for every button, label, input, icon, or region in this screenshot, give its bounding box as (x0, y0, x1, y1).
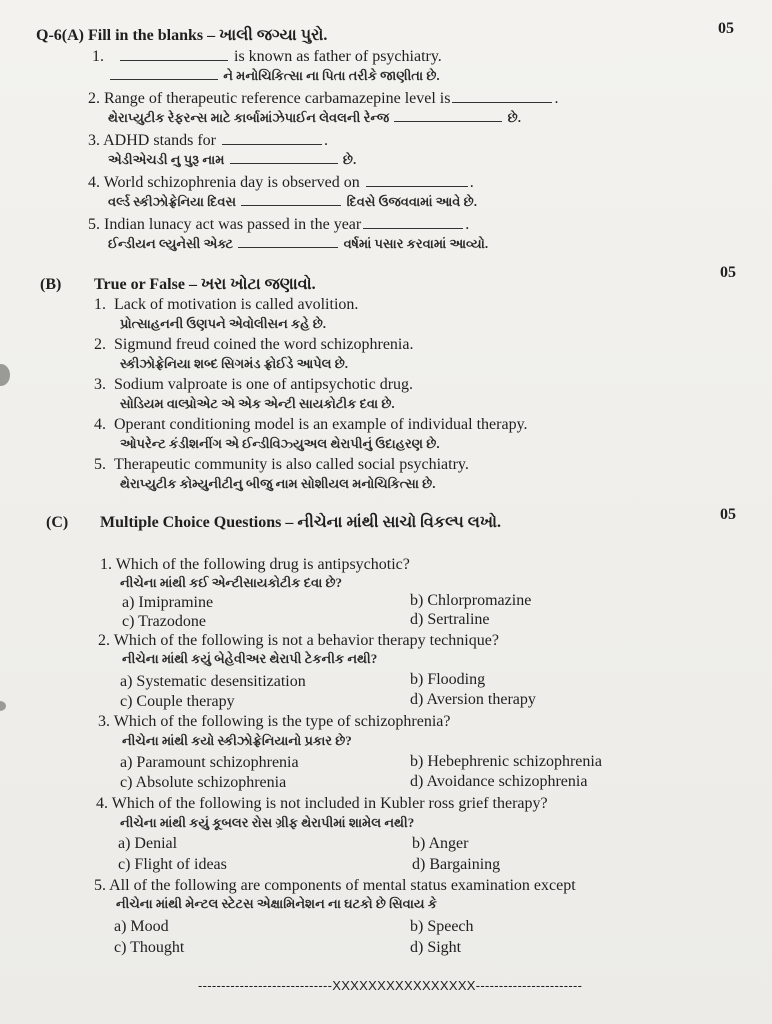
item-text-gu: થેરાપ્યુટીક રેફરન્સ માટે કાર્બામાંઝેપાઈન લેવલની રેન્જ (108, 110, 390, 125)
answer-blank (222, 144, 322, 145)
item-text-gu-end: છે. (342, 152, 357, 167)
mcq-5-option-b: b) Speech (410, 918, 474, 935)
item-number: 4. (94, 416, 106, 433)
fib-item-4 (88, 174, 474, 192)
item-text-gu-end: દિવસે ઉજવવામાં આવે છે. (346, 194, 477, 209)
item-text-gu-end: વર્ષમાં પસાર કરવામાં આવ્યો. (343, 236, 489, 251)
answer-blank (363, 228, 463, 229)
item-text: Sodium valproate is one of antipsychotic drug. (114, 376, 414, 393)
item-text-end: . (465, 216, 470, 233)
section-b-heading: True or False – ખરા ખોટા જણાવો. (94, 276, 316, 293)
mcq-1-option-a: a) Imipramine (122, 594, 214, 611)
item-text: Therapeutic community is also called social psychiatry. (114, 456, 469, 473)
answer-blank (238, 247, 338, 248)
item-text: Which of the following is not included in Kubler ross grief therapy? (111, 795, 548, 812)
fib-item-4-gu (108, 194, 477, 210)
mcq-5-option-c: c) Thought (114, 939, 185, 956)
item-text-gu-end: છે. (507, 110, 521, 125)
item-number: 4. (88, 174, 100, 191)
section-a-title (36, 27, 327, 45)
mcq-2-option-b: b) Flooding (410, 671, 486, 688)
mcq-1-option-c: c) Trazodone (122, 613, 206, 630)
mcq-2-option-d: d) Aversion therapy (410, 691, 536, 708)
tf-item-3-gu: સોડિયમ વાલ્પ્રોએટ એ એક એન્ટી સાયકોટીક દવા છે. (120, 396, 395, 411)
mcq-4-option-a: a) Denial (118, 835, 178, 852)
mcq-3-option-b: b) Hebephrenic schizophrenia (410, 753, 602, 770)
mcq-item-3-gu: નીચેના માંથી કયો સ્કીઝોફ્રેનિયાનો પ્રકાર છે? (122, 733, 352, 748)
item-text-end: . (554, 90, 559, 107)
tf-item-5-gu: થેરાપ્યુટીક કોમ્યુનીટીનુ બીજુ નામ સોશીયલ મનોચિકિત્સા છે. (120, 476, 436, 491)
section-b-label: (B) (40, 276, 62, 293)
mcq-item-5 (94, 877, 576, 895)
answer-blank (394, 121, 502, 122)
fib-item-1 (92, 48, 442, 66)
end-of-paper-divider: -----------------------------XXXXXXXXXXXXXXXX----------------------- (198, 978, 583, 993)
item-number: 5. (88, 216, 100, 233)
section-c-heading: Multiple Choice Questions – નીચેના માંથી સાચો વિકલ્પ લખો. (100, 514, 502, 531)
item-text: Which of the following is the type of schizophrenia? (113, 713, 451, 730)
item-number: 3. (94, 376, 106, 393)
item-text-end: . (469, 174, 474, 191)
mcq-3-option-c: c) Absolute schizophrenia (120, 774, 287, 791)
mcq-item-4-gu: નીચેના માંથી કયું કૂબલર રોસ ગ્રીફ થેરાપીમાં શામેલ નથી? (120, 815, 415, 830)
mcq-4-option-c: c) Flight of ideas (118, 856, 227, 873)
item-text: Which of the following is not a behavior therapy technique? (113, 632, 499, 649)
tf-item-1 (94, 296, 358, 314)
section-a-label: Q-6(A) (36, 27, 84, 44)
item-number: 2. (98, 632, 110, 649)
fib-item-2-gu (108, 110, 521, 126)
item-text-gu: વર્લ્ડ સ્કીઝોફ્રેનિયા દિવસ (108, 194, 237, 209)
item-number: 5. (94, 456, 106, 473)
item-text: ADHD stands for (103, 132, 216, 149)
item-text: All of the following are components of mental status examination except (109, 877, 576, 894)
item-text-gu: ને મનોચિકિત્સા ના પિતા તરીકે જાણીતા છે. (223, 68, 440, 83)
tf-item-2 (94, 336, 413, 354)
mcq-item-3 (98, 713, 451, 731)
answer-blank (120, 60, 228, 61)
item-number: 3. (98, 713, 110, 730)
fib-item-1-gu (108, 68, 440, 84)
answer-blank (230, 163, 338, 164)
item-text-gu: એડીએચડી નુ પુરૂ નામ (108, 152, 225, 167)
item-text-gu: ઈન્ડીયન લ્યુનેસી એક્ટ (108, 236, 234, 251)
tf-item-1-gu: પ્રોત્સાહનની ઉણપને એવોલીસન કહે છે. (120, 316, 326, 331)
item-number: 2. (88, 90, 100, 107)
mcq-2-option-c: c) Couple therapy (120, 693, 235, 710)
item-number: 4. (96, 795, 108, 812)
mcq-2-option-a: a) Systematic desensitization (120, 673, 306, 690)
item-text: World schizophrenia day is observed on (103, 174, 360, 191)
mcq-4-option-d: d) Bargaining (412, 856, 501, 873)
answer-blank (366, 186, 468, 187)
tf-item-4 (94, 416, 528, 434)
fib-item-2 (88, 90, 558, 108)
mcq-item-1-gu: નીચેના માંથી કઈ એન્ટીસાયકોટીક દવા છે? (120, 575, 343, 590)
item-number: 1. (94, 296, 106, 313)
mcq-item-1 (100, 556, 410, 574)
mcq-5-option-d: d) Sight (410, 939, 462, 956)
answer-blank (110, 79, 218, 80)
fib-item-5-gu (108, 236, 488, 252)
section-c-marks: 05 (720, 506, 736, 523)
section-c-label: (C) (46, 514, 69, 531)
tf-item-2-gu: સ્કીઝોફ્રેનિયા શબ્દ સિગમંડ ફ્રોઈડે આપેલ છે. (120, 356, 349, 371)
mcq-item-2-gu: નીચેના માંથી કયું બેહેવીઅર થેરાપી ટેકનીક નથી? (122, 651, 378, 666)
mcq-3-option-a: a) Paramount schizophrenia (120, 754, 299, 771)
item-text: Lack of motivation is called avolition. (114, 296, 359, 313)
tf-item-5 (94, 456, 469, 474)
item-text: Range of therapeutic reference carbamazepine level is (104, 90, 451, 107)
mcq-item-4 (96, 795, 548, 813)
fib-item-3-gu (108, 152, 356, 168)
section-a-marks: 05 (718, 20, 734, 37)
answer-blank (452, 102, 552, 103)
fib-item-5 (88, 216, 469, 234)
mcq-item-2 (98, 632, 499, 650)
item-text: Indian lunacy act was passed in the year (104, 216, 362, 233)
tf-item-3 (94, 376, 413, 394)
punch-hole-icon (0, 701, 6, 711)
mcq-1-option-d: d) Sertraline (410, 611, 490, 628)
item-number: 3. (88, 132, 100, 149)
fib-item-3 (88, 132, 328, 150)
answer-blank (241, 205, 341, 206)
item-text: Which of the following drug is antipsychotic? (115, 556, 410, 573)
mcq-1-option-b: b) Chlorpromazine (410, 592, 532, 609)
mcq-item-5-gu: નીચેના માંથી મેન્ટલ સ્ટેટસ એક્ષામિનેશન ના ઘટકો છે સિવાય કે (116, 896, 437, 911)
item-text-end: . (324, 132, 328, 149)
item-number: 1. (92, 48, 104, 65)
item-number: 2. (94, 336, 106, 353)
item-text: is known as father of psychiatry. (234, 48, 442, 65)
item-number: 1. (100, 556, 112, 573)
section-a-heading: Fill in the blanks – ખાલી જગ્યા પુરો. (87, 27, 328, 44)
section-b-marks: 05 (720, 264, 736, 281)
mcq-3-option-d: d) Avoidance schizophrenia (410, 773, 588, 790)
item-text: Operant conditioning model is an example of individual therapy. (114, 416, 528, 433)
item-text: Sigmund freud coined the word schizophrenia. (114, 336, 414, 353)
mcq-5-option-a: a) Mood (114, 918, 169, 935)
punch-hole-icon (0, 364, 10, 386)
mcq-4-option-b: b) Anger (412, 835, 469, 852)
tf-item-4-gu: ઓપરેન્ટ કંડીશનીંગ એ ઈન્ડીવિઝ્યુઅલ થેરાપીનું ઉદાહરણ છે. (120, 436, 440, 451)
item-number: 5. (94, 877, 106, 894)
